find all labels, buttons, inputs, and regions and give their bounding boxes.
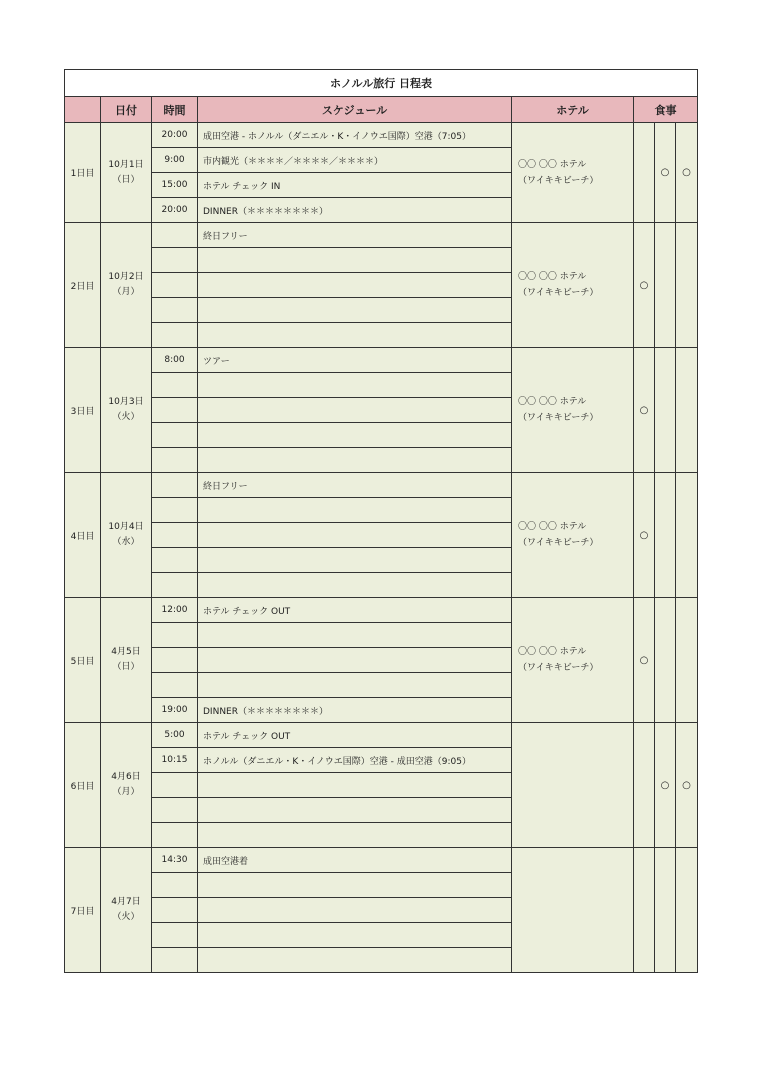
meal-mark <box>676 473 698 598</box>
meal-mark: ○ <box>655 123 676 223</box>
hotel-cell <box>512 223 634 348</box>
table-row <box>65 473 698 498</box>
schedule-cell <box>198 298 512 323</box>
meal-mark: ○ <box>655 723 676 848</box>
hotel-area: （ワイキキビーチ） <box>518 413 599 423</box>
table-row <box>65 223 698 248</box>
schedule-cell: 市内観光（＊＊＊＊／＊＊＊＊／＊＊＊＊） <box>198 148 512 173</box>
time-cell <box>152 498 198 523</box>
schedule-cell <box>198 273 512 298</box>
table-row <box>65 723 698 748</box>
schedule-cell <box>198 923 512 948</box>
time-cell <box>152 298 198 323</box>
schedule-cell <box>198 423 512 448</box>
meal-mark <box>634 848 655 973</box>
time-cell: 5:00 <box>152 723 198 748</box>
date-text: 4月7日 <box>111 897 141 907</box>
weekday-text: （火） <box>112 912 140 922</box>
hotel-area: （ワイキキビーチ） <box>518 175 599 186</box>
day-label: 2日目 <box>65 223 101 348</box>
date-text: 10月4日 <box>108 522 144 532</box>
time-cell <box>152 398 198 423</box>
weekday-text: （日） <box>112 174 140 185</box>
meal-mark: ○ <box>676 723 698 848</box>
date-text: 10月3日 <box>108 397 144 407</box>
time-cell <box>152 473 198 498</box>
time-cell <box>152 948 198 973</box>
hotel-cell <box>512 723 634 848</box>
time-cell <box>152 923 198 948</box>
schedule-cell <box>198 448 512 473</box>
hotel-name: 〇〇 〇〇 ホテル <box>518 647 587 657</box>
header-meal: 食事 <box>634 97 698 123</box>
day-label: 7日目 <box>65 848 101 973</box>
schedule-cell <box>198 398 512 423</box>
time-cell: 15:00 <box>152 173 198 198</box>
schedule-cell: ホテル チェック IN <box>198 173 512 198</box>
schedule-cell: ホテル チェック OUT <box>198 598 512 623</box>
schedule-cell <box>198 823 512 848</box>
weekday-text: （月） <box>112 287 140 297</box>
time-cell <box>152 523 198 548</box>
weekday-text: （月） <box>112 787 140 797</box>
meal-mark <box>634 123 655 223</box>
time-cell: 20:00 <box>152 123 198 148</box>
time-cell <box>152 423 198 448</box>
schedule-cell: DINNER（＊＊＊＊＊＊＊＊） <box>198 698 512 723</box>
time-cell: 12:00 <box>152 598 198 623</box>
itinerary-table <box>64 69 698 973</box>
meal-mark <box>676 348 698 473</box>
day-label: 1日目 <box>65 123 101 223</box>
meal-mark: ○ <box>634 473 655 598</box>
day-label: 6日目 <box>65 723 101 848</box>
header-hotel: ホテル <box>512 97 634 123</box>
schedule-cell <box>198 948 512 973</box>
meal-mark <box>655 473 676 598</box>
time-cell <box>152 873 198 898</box>
table-row <box>65 123 698 148</box>
time-cell <box>152 673 198 698</box>
time-cell <box>152 823 198 848</box>
meal-mark: ○ <box>634 223 655 348</box>
date-text: 4月6日 <box>111 772 141 782</box>
hotel-name: 〇〇 〇〇 ホテル <box>518 522 587 532</box>
time-cell <box>152 573 198 598</box>
date-cell <box>101 473 152 598</box>
weekday-text: （水） <box>112 537 140 547</box>
time-cell <box>152 898 198 923</box>
schedule-cell: ツアー <box>198 348 512 373</box>
meal-mark <box>655 598 676 723</box>
schedule-cell: 終日フリー <box>198 223 512 248</box>
time-cell <box>152 798 198 823</box>
schedule-cell <box>198 498 512 523</box>
meal-mark <box>676 848 698 973</box>
time-cell <box>152 323 198 348</box>
meal-mark: ○ <box>634 348 655 473</box>
hotel-name: 〇〇 〇〇 ホテル <box>518 159 587 170</box>
hotel-cell <box>512 123 634 223</box>
time-cell <box>152 648 198 673</box>
table-row <box>65 348 698 373</box>
hotel-name: 〇〇 〇〇 ホテル <box>518 272 587 282</box>
date-cell <box>101 223 152 348</box>
hotel-area: （ワイキキビーチ） <box>518 663 599 673</box>
date-text: 10月1日 <box>108 159 144 170</box>
schedule-cell: ホテル チェック OUT <box>198 723 512 748</box>
hotel-area: （ワイキキビーチ） <box>518 288 599 298</box>
time-cell <box>152 773 198 798</box>
meal-mark <box>676 223 698 348</box>
meal-mark <box>655 848 676 973</box>
meal-mark: ○ <box>676 123 698 223</box>
schedule-cell <box>198 873 512 898</box>
date-cell <box>101 123 152 223</box>
time-cell <box>152 223 198 248</box>
page-title: ホノルル旅行 日程表 <box>65 70 698 97</box>
time-cell <box>152 273 198 298</box>
hotel-cell <box>512 848 634 973</box>
schedule-cell <box>198 798 512 823</box>
time-cell: 8:00 <box>152 348 198 373</box>
weekday-text: （火） <box>112 412 140 422</box>
table-row <box>65 598 698 623</box>
schedule-cell: ホノルル（ダニエル・K・イノウエ国際）空港 - 成田空港（9:05） <box>198 748 512 773</box>
header-blank <box>65 97 101 123</box>
date-cell <box>101 598 152 723</box>
time-cell: 10:15 <box>152 748 198 773</box>
header-row <box>65 97 698 123</box>
schedule-cell: 終日フリー <box>198 473 512 498</box>
meal-mark <box>655 348 676 473</box>
hotel-cell <box>512 348 634 473</box>
schedule-cell <box>198 248 512 273</box>
time-cell: 14:30 <box>152 848 198 873</box>
schedule-cell <box>198 373 512 398</box>
schedule-cell: DINNER（＊＊＊＊＊＊＊＊） <box>198 198 512 223</box>
header-time: 時間 <box>152 97 198 123</box>
header-date: 日付 <box>101 97 152 123</box>
meal-mark: ○ <box>634 598 655 723</box>
day-label: 3日目 <box>65 348 101 473</box>
time-cell <box>152 248 198 273</box>
schedule-cell <box>198 773 512 798</box>
schedule-cell <box>198 323 512 348</box>
date-text: 4月5日 <box>111 647 141 657</box>
schedule-cell: 成田空港着 <box>198 848 512 873</box>
time-cell <box>152 623 198 648</box>
hotel-name: 〇〇 〇〇 ホテル <box>518 397 587 407</box>
meal-mark <box>655 223 676 348</box>
day-label: 4日目 <box>65 473 101 598</box>
date-cell <box>101 348 152 473</box>
schedule-cell <box>198 548 512 573</box>
time-cell: 19:00 <box>152 698 198 723</box>
meal-mark <box>676 598 698 723</box>
schedule-cell <box>198 898 512 923</box>
hotel-cell <box>512 473 634 598</box>
table-row <box>65 848 698 873</box>
schedule-cell <box>198 623 512 648</box>
time-cell <box>152 548 198 573</box>
time-cell <box>152 373 198 398</box>
weekday-text: （日） <box>112 662 140 672</box>
time-cell: 9:00 <box>152 148 198 173</box>
time-cell <box>152 448 198 473</box>
date-cell <box>101 723 152 848</box>
schedule-cell <box>198 648 512 673</box>
time-cell: 20:00 <box>152 198 198 223</box>
header-schedule: スケジュール <box>198 97 512 123</box>
schedule-cell: 成田空港 - ホノルル（ダニエル・K・イノウエ国際）空港（7:05） <box>198 123 512 148</box>
schedule-cell <box>198 523 512 548</box>
schedule-cell <box>198 673 512 698</box>
hotel-cell <box>512 598 634 723</box>
schedule-cell <box>198 573 512 598</box>
day-label: 5日目 <box>65 598 101 723</box>
meal-mark <box>634 723 655 848</box>
hotel-area: （ワイキキビーチ） <box>518 538 599 548</box>
date-text: 10月2日 <box>108 272 144 282</box>
date-cell <box>101 848 152 973</box>
